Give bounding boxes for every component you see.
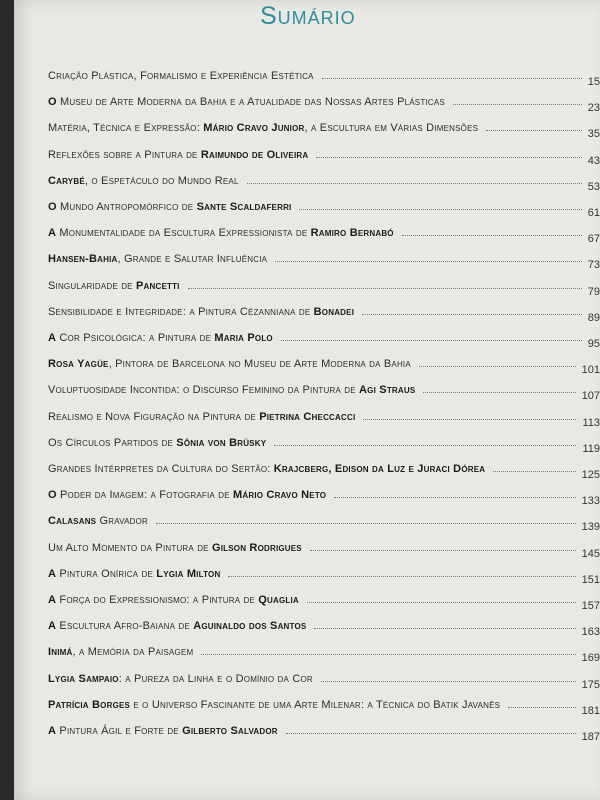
toc-entry-name: O	[48, 96, 57, 109]
dot-leader	[363, 419, 576, 420]
toc-entry-name: A	[48, 725, 57, 737]
toc-entry-name: Sante Scaldaferri	[196, 201, 292, 213]
toc-entry	[48, 542, 600, 560]
toc-entry	[48, 568, 600, 586]
toc-page-number: 181	[581, 704, 600, 717]
toc-page-number: 61	[587, 207, 600, 219]
toc-entry-title	[48, 70, 314, 82]
toc-entry-text: Os Círculos Partidos de	[48, 436, 177, 449]
toc-entry	[48, 149, 600, 167]
toc-entry-title	[48, 463, 485, 475]
toc-page-number: 89	[587, 311, 600, 324]
dot-leader	[281, 340, 582, 341]
toc-entry-title	[48, 306, 354, 318]
dot-leader	[453, 104, 582, 105]
dot-leader	[310, 550, 576, 551]
toc-entry	[48, 699, 600, 717]
toc-entry-title	[48, 673, 313, 685]
toc-entry-name: Inimá	[48, 646, 73, 659]
toc-entry-text: Pintura Onírica de	[56, 567, 157, 580]
toc-entry-name: A	[48, 567, 57, 580]
toc-entry-title	[48, 725, 278, 737]
toc-entry-title	[48, 437, 266, 449]
toc-page-number: 73	[587, 259, 600, 272]
toc-page-number: 187	[581, 731, 600, 743]
toc-entry-name: A	[48, 594, 57, 606]
toc-entry-name: Mário Cravo Neto	[233, 489, 327, 502]
toc-entry-name: Patrícia Borges	[48, 698, 131, 711]
dot-leader	[201, 654, 575, 655]
toc-entry-text: Cor Psicológica: a Pintura de	[56, 332, 215, 344]
toc-entry-name: A	[48, 227, 57, 240]
toc-entry-text: Sensibilidade e Integridade: a Pintura Cézanniana de	[48, 305, 314, 318]
toc-entry-name: Ramiro Bernabó	[310, 227, 394, 240]
toc-entry-title	[48, 542, 302, 554]
dot-leader	[423, 392, 575, 393]
dot-leader	[286, 733, 576, 734]
toc-entry-text: Grandes Intérpretes da Cultura do Sertão:	[48, 463, 274, 475]
toc-entry-text: Monumentalidade da Escultura Expressionista de	[56, 227, 311, 240]
toc-entry-text: Gravador	[96, 515, 149, 528]
toc-entry-text: Pintura Ágil e Forte de	[56, 725, 183, 737]
dot-leader	[402, 235, 582, 236]
toc-entry-title	[48, 515, 148, 527]
toc-entry-title	[48, 646, 193, 658]
toc-entry-title	[48, 253, 267, 265]
toc-entry	[48, 332, 600, 350]
toc-entry-title	[48, 280, 180, 292]
toc-entry-title	[48, 411, 355, 423]
toc-page-number: 95	[587, 338, 600, 350]
toc-entry	[48, 437, 600, 455]
toc-entry-title	[48, 699, 500, 711]
toc-entry	[48, 175, 600, 193]
toc-page-number: 67	[587, 233, 600, 246]
dot-leader	[508, 707, 575, 708]
toc-page-number: 23	[587, 102, 600, 115]
toc-entry	[48, 227, 600, 245]
toc-entry	[48, 201, 600, 219]
toc-page-number: 35	[587, 128, 600, 141]
toc-entry-text: Voluptuosidade Incontida: o Discurso Feminino da Pintura de	[48, 384, 360, 397]
toc-page-number: 79	[587, 285, 600, 298]
toc-entry	[48, 515, 600, 533]
toc-entry-name: A	[48, 332, 57, 344]
toc-entry-text: Um Alto Momento da Pintura de	[48, 541, 212, 554]
toc-page-number: 175	[581, 678, 600, 691]
toc-entry	[48, 411, 600, 429]
toc-entry	[48, 384, 600, 402]
toc-page-number: 157	[581, 600, 600, 612]
toc-entry-text: : a Pureza da Linha e o Domínio da Cor	[118, 672, 313, 685]
toc-entry-name: Quaglia	[258, 594, 299, 606]
toc-entry-text: , Grande e Salutar Influência	[117, 253, 268, 266]
toc-entry-name: Sônia von Brüsky	[176, 436, 267, 449]
toc-entry-text: Museu de Arte Moderna da Bahia e a Atualidade das Nossas Artes Plásticas	[56, 96, 445, 109]
dot-leader	[247, 183, 582, 184]
toc-entry-text: , o Espetáculo do Mundo Real	[84, 174, 239, 187]
toc-page-number: 107	[581, 390, 600, 403]
toc-page-number: 145	[581, 547, 600, 560]
toc-entry	[48, 594, 600, 612]
toc-entry-name: A	[48, 620, 57, 633]
toc-entry-title	[48, 489, 326, 501]
toc-page-number: 163	[581, 626, 600, 639]
toc-entry-name: Bonadei	[313, 305, 355, 318]
toc-entry-name: Pancetti	[135, 279, 180, 292]
toc-entry-name: Mário Cravo Junior	[203, 122, 305, 135]
toc-entry	[48, 673, 600, 691]
toc-page-number: 43	[587, 154, 600, 167]
toc-entry-title	[48, 122, 478, 134]
dot-leader	[275, 261, 582, 262]
toc-entry-title	[48, 332, 273, 344]
dot-leader	[299, 209, 581, 210]
toc-entry	[48, 280, 600, 298]
toc-entry	[48, 253, 600, 271]
toc-entry-name: Aguinaldo dos Santos	[193, 620, 307, 633]
toc-entry-title	[48, 358, 411, 370]
toc-entry	[48, 70, 600, 88]
toc-entry-text: e o Universo Fascinante de uma Arte Milenar: a Técnica do Batik Javanês	[130, 698, 501, 711]
dot-leader	[486, 130, 582, 131]
toc-entry-text: Criação Plástica, Formalismo e Experiência Estética	[48, 70, 314, 82]
toc-entry-name: Lygia Milton	[156, 567, 221, 580]
toc-entry-name: Calasans	[48, 515, 97, 528]
dot-leader	[274, 445, 576, 446]
toc-entry-title	[48, 175, 239, 187]
toc-entry	[48, 646, 600, 664]
toc-page-number: 133	[581, 495, 600, 508]
toc-entry-text: Mundo Antropomórfico de	[56, 201, 197, 213]
toc-page-number: 101	[581, 364, 600, 377]
toc-page-number: 113	[582, 416, 600, 429]
toc-entry-title	[48, 227, 394, 239]
dot-leader	[307, 602, 576, 603]
toc-entry-title	[48, 201, 291, 213]
toc-entry-name: Gilberto Salvador	[182, 725, 278, 737]
toc-entry-name: Pietrina Checcacci	[259, 410, 356, 423]
dot-leader	[156, 523, 576, 524]
dot-leader	[322, 78, 582, 79]
toc-page-number: 15	[587, 76, 600, 88]
dot-leader	[362, 314, 582, 315]
page-title: Sumário	[260, 2, 356, 30]
toc-entry-text: Realismo e Nova Figuração na Pintura de	[48, 410, 260, 423]
toc-entry-text: Escultura Afro-Baiana de	[56, 620, 194, 633]
toc-entry-text: Matéria, Técnica e Expressão:	[48, 122, 204, 135]
toc-entry-name: Carybé	[48, 174, 85, 187]
dot-leader	[419, 366, 576, 367]
toc-page-number: 119	[582, 442, 600, 455]
toc-entry	[48, 306, 600, 324]
toc-entry-name: Hansen-Bahia	[48, 253, 118, 266]
toc-entry-text: , a Escultura em Várias Dimensões	[304, 122, 479, 135]
toc-entry-name: Agi Straus	[359, 384, 416, 397]
toc-entry-name: Rosa Yagüe	[48, 358, 109, 371]
toc-entry-text: , a Memória da Paisagem	[72, 646, 194, 659]
dot-leader	[188, 288, 582, 289]
toc-entry-title	[48, 96, 445, 108]
toc-entry	[48, 96, 600, 114]
dot-leader	[334, 497, 575, 498]
dot-leader	[493, 471, 575, 472]
dot-leader	[314, 628, 575, 629]
toc-entry-title	[48, 594, 299, 606]
toc-page-number: 151	[581, 573, 600, 586]
toc-entry-name: O	[48, 489, 57, 502]
book-page	[14, 0, 600, 800]
toc-entry-title	[48, 620, 306, 632]
toc-entry-title	[48, 384, 415, 396]
toc-page-number: 169	[581, 652, 600, 665]
toc-entry-text: Singularidade de	[48, 279, 136, 292]
toc-page-number: 53	[587, 180, 600, 193]
dot-leader	[316, 157, 581, 158]
toc-entry-name: Raimundo de Oliveira	[200, 148, 309, 161]
toc-entry	[48, 463, 600, 481]
toc-entry-name: O	[48, 201, 57, 213]
toc-entry-name: Maria Polo	[214, 332, 273, 344]
table-of-contents	[14, 0, 600, 800]
toc-page-number: 139	[581, 521, 600, 534]
toc-entry-text: Força do Expressionismo: a Pintura de	[56, 594, 259, 606]
toc-entry-name: Krajcberg, Edison da Luz e Juraci Dórea	[273, 463, 486, 475]
toc-entry-name: Gilson Rodrigues	[211, 541, 302, 554]
toc-entry-title	[48, 149, 308, 161]
toc-entry-title	[48, 568, 220, 580]
toc-page-number: 125	[581, 469, 600, 481]
dot-leader	[321, 681, 576, 682]
toc-entry-text: Poder da Imagem: a Fotografia de	[56, 489, 233, 502]
toc-entry	[48, 620, 600, 638]
toc-entry	[48, 122, 600, 140]
toc-entry	[48, 358, 600, 376]
toc-entry-name: Lygia Sampaio	[48, 672, 119, 685]
toc-entry	[48, 489, 600, 507]
toc-entry	[48, 725, 600, 743]
dot-leader	[228, 576, 575, 577]
toc-entry-text: , Pintora de Barcelona no Museu de Arte Moderna da Bahia	[108, 358, 411, 371]
toc-entry-text: Reflexões sobre a Pintura de	[48, 148, 201, 161]
